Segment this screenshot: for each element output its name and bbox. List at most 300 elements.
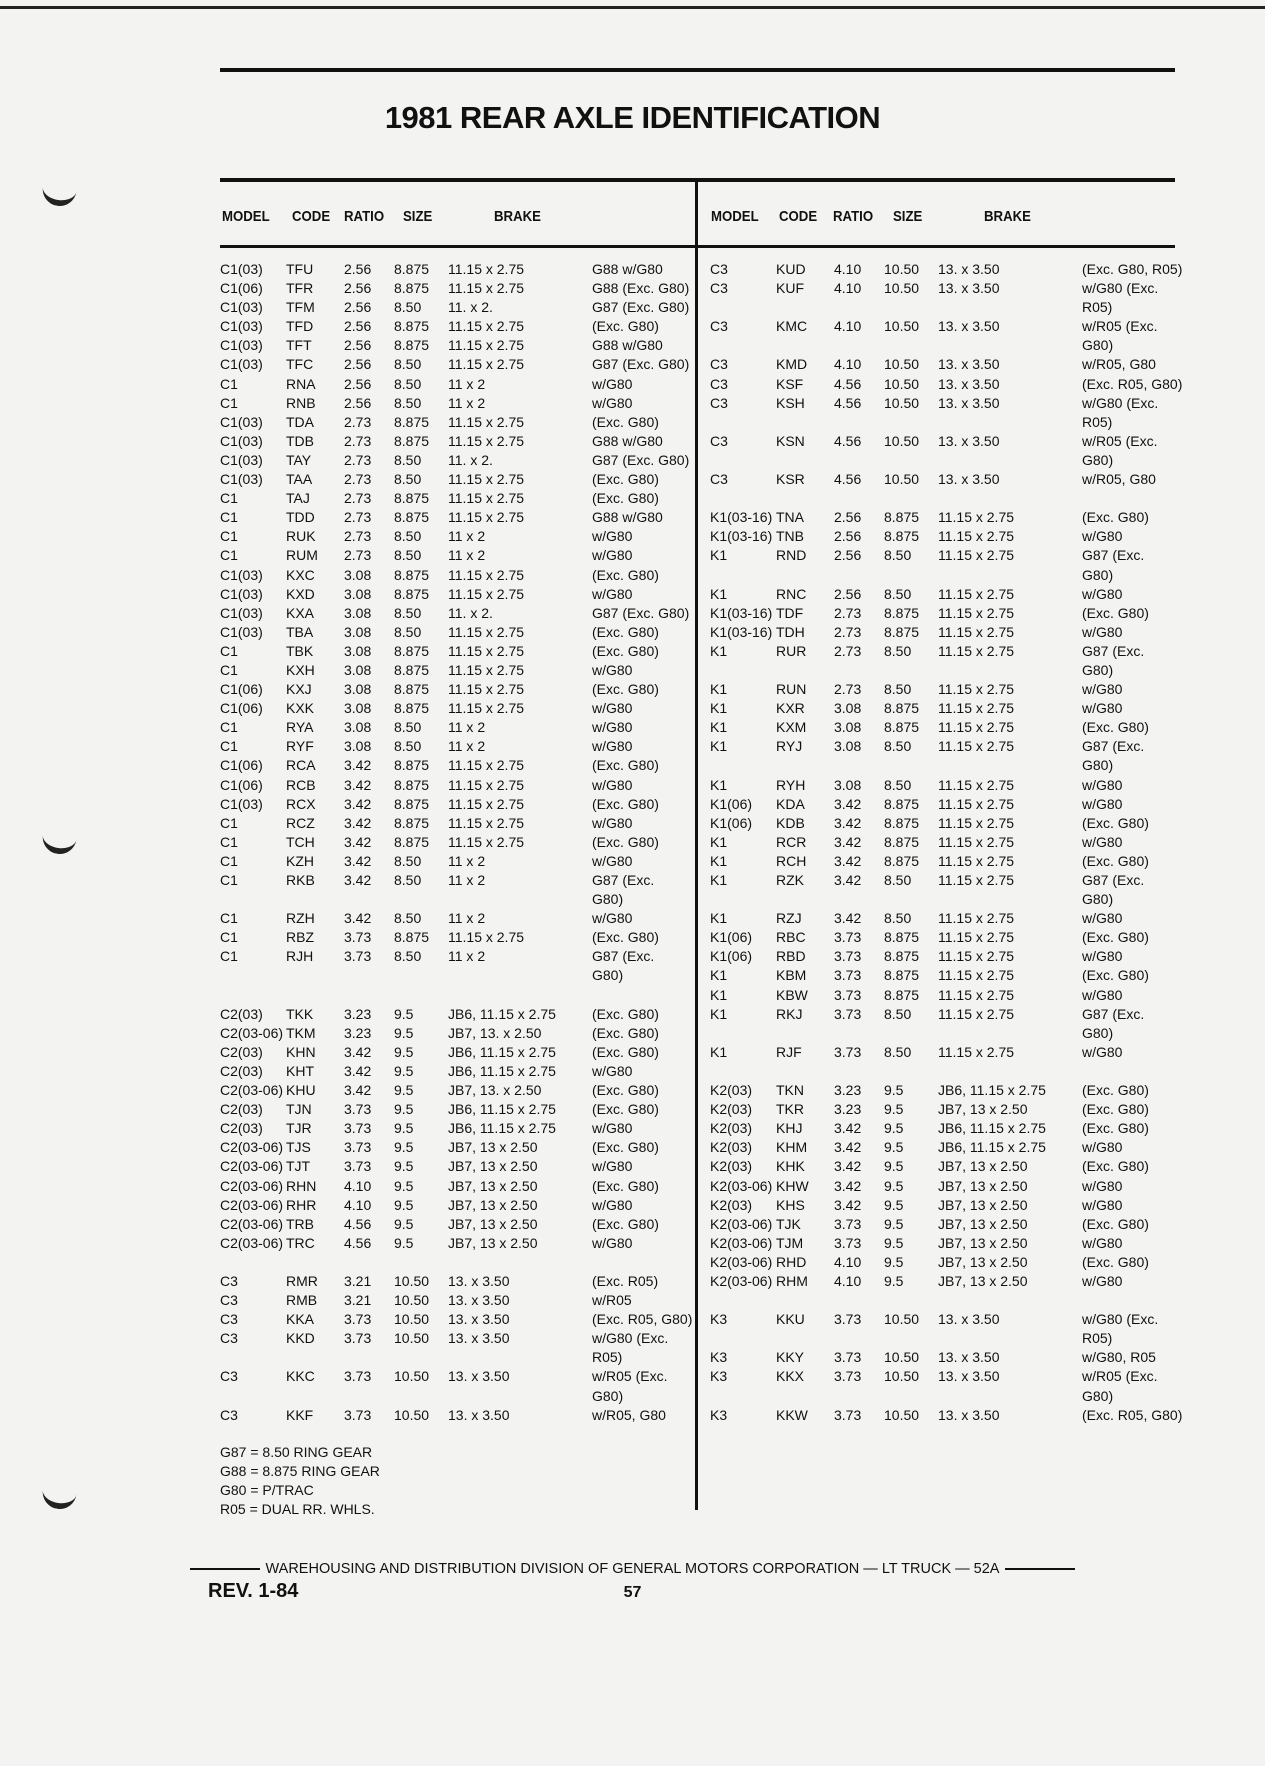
- cell-brake: 11. x 2.: [448, 299, 493, 316]
- cell-brake: 11.15 x 2.75: [938, 604, 1015, 621]
- table-row: [710, 966, 1180, 985]
- table-row: [220, 1406, 690, 1425]
- table-row: [220, 909, 690, 928]
- header-size: SIZE: [893, 208, 923, 225]
- cell-size: 9.5: [394, 1024, 414, 1041]
- cell-model: K1: [710, 547, 728, 564]
- cell-brake-note: w/R05: [592, 1292, 632, 1309]
- cell-size: 8.875: [394, 566, 430, 583]
- cell-brake-note: w/R05 (Exc.: [592, 1368, 668, 1385]
- cell-brake: 13. x 3.50: [938, 1349, 1000, 1366]
- table-row: [710, 1081, 1180, 1100]
- table-row: [710, 1138, 1180, 1157]
- cell-code: RZK: [776, 872, 804, 888]
- cell-brake: 11.15 x 2.75: [938, 509, 1015, 526]
- cell-ratio: 2.73: [344, 471, 372, 488]
- cell-size: 10.50: [394, 1292, 430, 1309]
- cell-brake: 11.15 x 2.75: [938, 795, 1015, 812]
- cell-model: K2(03-06): [710, 1253, 773, 1270]
- cell-brake: 11.15 x 2.75: [938, 852, 1015, 869]
- cell-size: 8.50: [884, 547, 912, 564]
- cell-ratio: 3.42: [344, 852, 372, 869]
- cell-model: K1: [710, 585, 728, 602]
- cell-brake-note: (Exc. G80): [592, 681, 659, 698]
- cell-brake-note: w/G80: [592, 1234, 633, 1251]
- cell-brake: 11.15 x 2.75: [938, 929, 1015, 946]
- cell-brake-note: (Exc. G80): [592, 566, 659, 583]
- cell-model: C3: [710, 356, 728, 373]
- cell-ratio: 3.73: [344, 1101, 372, 1118]
- cell-model: K1(06): [710, 929, 753, 946]
- cell-brake-note: w/G80: [1082, 833, 1123, 850]
- cell-size: 10.50: [884, 1406, 920, 1423]
- cell-brake: 11.15 x 2.75: [938, 1005, 1015, 1022]
- cell-code: TJK: [776, 1215, 801, 1232]
- cell-model: C2(03-06): [220, 1158, 284, 1175]
- cell-model: C2(03-06): [220, 1139, 284, 1156]
- cell-brake: 11.15 x 2.75: [448, 413, 525, 430]
- cell-brake-note: w/R05 (Exc.: [1082, 432, 1158, 449]
- cell-brake: 11. x 2.: [448, 604, 493, 621]
- cell-model: K1(03-16): [710, 604, 773, 621]
- cell-model: C3: [710, 471, 728, 488]
- cell-size: 9.5: [884, 1120, 904, 1137]
- cell-code: TJT: [286, 1158, 311, 1175]
- cell-ratio: 3.08: [344, 700, 372, 717]
- cell-model: C2(03): [220, 1043, 263, 1060]
- cell-ratio: 3.73: [834, 1349, 862, 1366]
- cell-ratio: 3.23: [834, 1101, 862, 1118]
- cell-brake-note: (Exc. G80): [592, 929, 659, 946]
- cell-size: 8.50: [394, 547, 422, 564]
- cell-brake-note: w/G80: [592, 1062, 633, 1079]
- binder-hole-mark: [40, 180, 77, 208]
- cell-ratio: 3.73: [834, 1406, 862, 1423]
- table-row: [710, 1062, 1180, 1081]
- cell-size: 10.50: [394, 1311, 430, 1328]
- cell-brake: JB7, 13 x 2.50: [938, 1101, 1028, 1118]
- cell-brake-note: w/G80: [592, 910, 633, 927]
- cell-brake-note: (Exc. G80): [1082, 1215, 1149, 1232]
- cell-model: K3: [710, 1406, 728, 1423]
- cell-brake: 11.15 x 2.75: [938, 776, 1015, 793]
- cell-brake: 11.15 x 2.75: [938, 528, 1015, 545]
- cell-model: C1(06): [220, 757, 263, 774]
- cell-code: TKK: [286, 1005, 314, 1022]
- cell-brake-note: (Exc. R05): [592, 1272, 659, 1289]
- cell-model: K3: [710, 1311, 728, 1328]
- cell-brake-note: w/G80: [1082, 1234, 1123, 1251]
- footer: [0, 1561, 1265, 1577]
- table-row: [710, 642, 1180, 661]
- cell-code: RZJ: [776, 910, 802, 927]
- cell-model: C3: [220, 1292, 238, 1309]
- cell-brake-note: (Exc. G80): [592, 795, 659, 812]
- cell-code: RYF: [286, 738, 314, 755]
- cell-ratio: 3.73: [344, 1120, 372, 1137]
- table-row: [710, 986, 1180, 1005]
- cell-model: C1: [220, 547, 238, 564]
- table-row: [220, 795, 690, 814]
- cell-code: KSF: [776, 375, 804, 392]
- cell-brake: 13. x 3.50: [448, 1311, 510, 1328]
- cell-model: K1(03-16): [710, 509, 773, 526]
- cell-model: K1(06): [710, 948, 753, 965]
- cell-ratio: 2.56: [834, 528, 862, 545]
- binder-hole-mark: [40, 828, 77, 856]
- cell-ratio: 4.56: [344, 1234, 372, 1251]
- cell-ratio: 3.42: [834, 1196, 862, 1213]
- cell-ratio: 3.42: [344, 1062, 372, 1079]
- header-ratio: RATIO: [344, 208, 385, 225]
- cell-ratio: 3.42: [834, 795, 862, 812]
- table-row: [220, 298, 690, 317]
- cell-brake-note: G87 (Exc. G80): [592, 451, 690, 468]
- cell-model: K2(03): [710, 1158, 753, 1175]
- cell-code: KMD: [776, 356, 808, 373]
- cell-code: RNC: [776, 585, 807, 602]
- cell-model: K2(03-06): [710, 1215, 773, 1232]
- cell-size: 10.50: [884, 432, 920, 449]
- table-row: [220, 566, 690, 585]
- cell-brake-note: (Exc. G80): [592, 1101, 659, 1118]
- cell-ratio: 3.73: [344, 1406, 372, 1423]
- cell-brake-note: (Exc. G80): [1082, 1120, 1149, 1137]
- cell-brake: 13. x 3.50: [938, 280, 1000, 297]
- cell-ratio: 3.08: [344, 604, 372, 621]
- table-row: [710, 1157, 1180, 1176]
- cell-size: 9.5: [394, 1005, 414, 1022]
- table-row: [220, 1043, 690, 1062]
- cell-brake: 11 x 2: [448, 872, 486, 888]
- cell-brake-note: w/G80 (Exc.: [1082, 1311, 1159, 1328]
- legend-item: G88 = 8.875 RING GEAR: [220, 1463, 380, 1479]
- table-row: [710, 890, 1180, 909]
- cell-code: RHR: [286, 1196, 317, 1213]
- cell-brake-note: w/G80: [592, 719, 633, 736]
- cell-model: C1: [220, 642, 238, 659]
- cell-code: TBK: [286, 642, 314, 659]
- cell-code: TDF: [776, 604, 804, 621]
- cell-brake-note: (Exc. G80): [1082, 1158, 1149, 1175]
- cell-brake-note: (Exc. G80): [592, 413, 659, 430]
- cell-code: RBZ: [286, 929, 314, 946]
- cell-size: 8.875: [884, 623, 920, 640]
- cell-ratio: 2.56: [344, 394, 372, 411]
- table-row: [220, 604, 690, 623]
- cell-model: C2(03): [220, 1005, 263, 1022]
- table-row: [710, 1043, 1180, 1062]
- cell-ratio: 2.73: [344, 528, 372, 545]
- table-row: [220, 546, 690, 565]
- cell-size: 8.875: [394, 280, 430, 297]
- cell-ratio: 2.73: [344, 413, 372, 430]
- cell-size: 8.50: [394, 910, 422, 927]
- cell-ratio: 3.42: [834, 910, 862, 927]
- cell-ratio: 3.08: [834, 738, 862, 755]
- cell-brake: 11 x 2: [448, 948, 486, 965]
- cell-brake: 13. x 3.50: [938, 471, 1000, 488]
- cell-size: 8.875: [884, 929, 920, 946]
- table-row: [220, 1005, 690, 1024]
- cell-model: C1: [220, 394, 238, 411]
- cell-size: 10.50: [884, 394, 920, 411]
- table-row: [220, 317, 690, 336]
- cell-size: 10.50: [884, 471, 920, 488]
- cell-size: 8.875: [394, 261, 430, 277]
- cell-brake: 11.15 x 2.75: [938, 814, 1015, 831]
- legend: [220, 1443, 380, 1519]
- cell-model: K1: [710, 967, 728, 984]
- cell-brake: 13. x 3.50: [938, 356, 1000, 373]
- cell-brake: 11.15 x 2.75: [938, 547, 1015, 564]
- cell-brake: 11.15 x 2.75: [448, 356, 525, 373]
- cell-ratio: 4.10: [834, 1272, 862, 1289]
- footer-dash: [1005, 1568, 1075, 1570]
- cell-brake: 11 x 2: [448, 719, 486, 736]
- cell-brake-note: w/G80: [1082, 1043, 1123, 1060]
- cell-ratio: 3.73: [834, 948, 862, 965]
- cell-ratio: 3.42: [834, 852, 862, 869]
- table-row: [710, 1348, 1180, 1367]
- table-row: [220, 1119, 690, 1138]
- cell-code: KDA: [776, 795, 805, 812]
- cell-brake: 11.15 x 2.75: [448, 318, 525, 335]
- cell-code: KXR: [776, 700, 805, 717]
- cell-code: KHW: [776, 1177, 809, 1194]
- cell-size: 8.875: [394, 642, 430, 659]
- cell-brake-note: (Exc. G80): [592, 1177, 659, 1194]
- cell-size: 9.5: [394, 1234, 414, 1251]
- cell-brake-note: w/G80: [592, 528, 633, 545]
- cell-brake: JB6, 11.15 x 2.75: [448, 1005, 556, 1022]
- table-row: [710, 413, 1180, 432]
- cell-brake: 11 x 2: [448, 547, 486, 564]
- cell-model: C1(03): [220, 432, 263, 449]
- cell-code: RKJ: [776, 1005, 803, 1022]
- table-row: [710, 1234, 1180, 1253]
- cell-brake-note: w/G80: [592, 1158, 633, 1175]
- cell-model: C1: [220, 833, 238, 850]
- cell-ratio: 3.42: [344, 833, 372, 850]
- cell-ratio: 3.42: [834, 872, 862, 888]
- cell-brake-note: G87 (Exc.: [1082, 547, 1145, 564]
- cell-model: C1(03): [220, 604, 263, 621]
- table-row: [710, 1215, 1180, 1234]
- table-row: [220, 986, 690, 1005]
- cell-model: C3: [220, 1311, 238, 1328]
- cell-ratio: 3.73: [344, 1311, 372, 1328]
- cell-code: RND: [776, 547, 807, 564]
- table-row: [220, 1157, 690, 1176]
- cell-ratio: 4.10: [344, 1196, 372, 1213]
- cell-brake-note: (Exc. R05, G80): [592, 1311, 693, 1328]
- cell-model: C1(03): [220, 318, 263, 335]
- cell-brake-note: (Exc. G80): [592, 1139, 659, 1156]
- cell-brake-note: G87 (Exc.: [1082, 738, 1145, 755]
- cell-ratio: 3.73: [344, 1368, 372, 1385]
- cell-brake: 13. x 3.50: [448, 1292, 510, 1309]
- cell-ratio: 2.56: [344, 299, 372, 316]
- cell-model: C1(03): [220, 566, 263, 583]
- cell-code: TFU: [286, 261, 314, 277]
- cell-ratio: 2.73: [834, 642, 862, 659]
- table-row: [710, 795, 1180, 814]
- cell-ratio: 3.42: [834, 1158, 862, 1175]
- cell-brake-note: G87 (Exc.: [592, 872, 655, 888]
- cell-brake: 11.15 x 2.75: [448, 432, 525, 449]
- table-row: [710, 260, 1183, 279]
- cell-code: RBC: [776, 929, 806, 946]
- cell-model: K1(03-16): [710, 528, 773, 545]
- table-row: [220, 1100, 690, 1119]
- cell-brake: JB6, 11.15 x 2.75: [938, 1120, 1046, 1137]
- cell-model: C2(03-06): [220, 1234, 284, 1251]
- cell-size: 9.5: [884, 1253, 904, 1270]
- cell-code: KXM: [776, 719, 807, 736]
- cell-code: KXK: [286, 700, 315, 717]
- cell-code: TAJ: [286, 490, 310, 507]
- cell-brake: JB6, 11.15 x 2.75: [448, 1120, 556, 1137]
- table-row: [220, 890, 690, 909]
- cell-brake-note: (Exc. G80): [1082, 967, 1149, 984]
- cell-brake-note: w/G80: [1082, 986, 1123, 1003]
- cell-brake: 11.15 x 2.75: [938, 910, 1015, 927]
- cell-model: K2(03): [710, 1196, 753, 1213]
- table-row: [220, 737, 690, 756]
- cell-brake-note: w/R05 (Exc.: [1082, 318, 1158, 335]
- cell-ratio: 3.08: [834, 719, 862, 736]
- cell-size: 9.5: [884, 1101, 904, 1118]
- cell-code: RCR: [776, 833, 807, 850]
- table-row: [710, 1177, 1180, 1196]
- cell-ratio: 3.08: [834, 776, 862, 793]
- cell-code: KHU: [286, 1082, 316, 1099]
- cell-brake-note: (Exc. G80): [1082, 509, 1149, 526]
- table-row: [220, 413, 690, 432]
- table-row: [220, 489, 690, 508]
- cell-brake-note: G80): [1082, 757, 1114, 774]
- cell-ratio: 3.42: [344, 795, 372, 812]
- cell-size: 8.875: [884, 986, 920, 1003]
- cell-code: TDA: [286, 413, 314, 430]
- header-size: SIZE: [403, 208, 433, 225]
- cell-ratio: 4.10: [834, 261, 862, 277]
- cell-size: 10.50: [884, 1311, 920, 1328]
- cell-code: KSH: [776, 394, 805, 411]
- cell-ratio: 4.10: [834, 280, 862, 297]
- cell-model: K2(03-06): [710, 1177, 773, 1194]
- legend-item: G87 = 8.50 RING GEAR: [220, 1444, 373, 1460]
- cell-model: C1: [220, 910, 238, 927]
- cell-code: RCA: [286, 757, 316, 774]
- cell-code: KDB: [776, 814, 805, 831]
- table-row: [710, 680, 1180, 699]
- cell-ratio: 3.08: [344, 719, 372, 736]
- cell-size: 9.5: [394, 1158, 414, 1175]
- cell-brake-note: w/G80: [1082, 528, 1123, 545]
- cell-brake: 11.15 x 2.75: [448, 623, 525, 640]
- table-row: [220, 1272, 690, 1291]
- legend-item: R05 = DUAL RR. WHLS.: [220, 1501, 375, 1517]
- cell-brake: 11 x 2: [448, 394, 486, 411]
- cell-brake: JB7, 13 x 2.50: [448, 1158, 538, 1175]
- cell-brake-note: (Exc. G80): [592, 1005, 659, 1022]
- page-top-edge: [0, 6, 1265, 9]
- cell-brake-note: (Exc. G80): [1082, 1253, 1149, 1270]
- table-row: [220, 508, 690, 527]
- cell-code: TBA: [286, 623, 314, 640]
- cell-brake: 11.15 x 2.75: [448, 337, 525, 354]
- cell-brake-note: (Exc. G80): [1082, 604, 1149, 621]
- cell-code: TNA: [776, 509, 804, 526]
- cell-brake: JB7, 13 x 2.50: [938, 1234, 1028, 1251]
- cell-brake-note: (Exc. G80): [592, 642, 659, 659]
- cell-brake: JB7, 13. x 2.50: [448, 1024, 542, 1041]
- cell-ratio: 2.73: [834, 604, 862, 621]
- cell-model: C1(03): [220, 623, 263, 640]
- cell-brake-note: w/G80: [592, 585, 633, 602]
- cell-brake: 11.15 x 2.75: [448, 814, 525, 831]
- cell-size: 8.875: [394, 681, 430, 698]
- cell-code: RZH: [286, 910, 315, 927]
- cell-brake-note: (Exc. G80): [592, 1082, 659, 1099]
- table-row: [220, 718, 690, 737]
- cell-size: 8.50: [884, 738, 912, 755]
- cell-brake-note: (Exc. G80): [1082, 852, 1149, 869]
- cell-code: TKR: [776, 1101, 804, 1118]
- cell-code: RUM: [286, 547, 318, 564]
- cell-brake: JB6, 11.15 x 2.75: [448, 1062, 556, 1079]
- cell-size: 8.875: [884, 528, 920, 545]
- cell-size: 9.5: [394, 1062, 414, 1079]
- cell-brake: JB7, 13 x 2.50: [448, 1215, 538, 1232]
- table-row: [220, 527, 690, 546]
- cell-code: KKC: [286, 1368, 315, 1385]
- cell-model: K1: [710, 700, 728, 717]
- cell-brake: 11. x 2.: [448, 451, 493, 468]
- cell-model: C1(06): [220, 776, 263, 793]
- cell-code: KXJ: [286, 681, 312, 698]
- cell-brake-note: (Exc. G80): [592, 471, 659, 488]
- cell-size: 9.5: [884, 1158, 904, 1175]
- cell-brake-note: G87 (Exc. G80): [592, 356, 690, 373]
- table-row: [710, 375, 1183, 394]
- cell-model: C1: [220, 738, 238, 755]
- cell-brake: 11.15 x 2.75: [448, 776, 525, 793]
- cell-brake-note: G80): [592, 891, 624, 908]
- cell-brake-note: w/G80: [592, 661, 633, 678]
- cell-size: 9.5: [884, 1215, 904, 1232]
- header-model: MODEL: [711, 208, 759, 225]
- cell-brake: 11.15 x 2.75: [448, 471, 525, 488]
- cell-size: 8.50: [394, 375, 422, 392]
- cell-brake-note: w/G80 (Exc.: [592, 1330, 669, 1347]
- cell-brake-note: w/G80: [592, 776, 633, 793]
- table-row: [220, 928, 690, 947]
- cell-brake-note: G87 (Exc. G80): [592, 604, 690, 621]
- cell-model: K1: [710, 872, 728, 888]
- cell-code: KKY: [776, 1349, 805, 1366]
- table-row: [220, 1138, 690, 1157]
- cell-code: RNA: [286, 375, 316, 392]
- cell-brake-note: G88 w/G80: [592, 261, 663, 277]
- cell-ratio: 2.73: [344, 490, 372, 507]
- cell-brake-note: w/G80, R05: [1082, 1349, 1156, 1366]
- cell-brake-note: w/G80: [592, 852, 633, 869]
- cell-ratio: 4.56: [834, 471, 862, 488]
- cell-brake-note: (Exc. G80): [1082, 929, 1149, 946]
